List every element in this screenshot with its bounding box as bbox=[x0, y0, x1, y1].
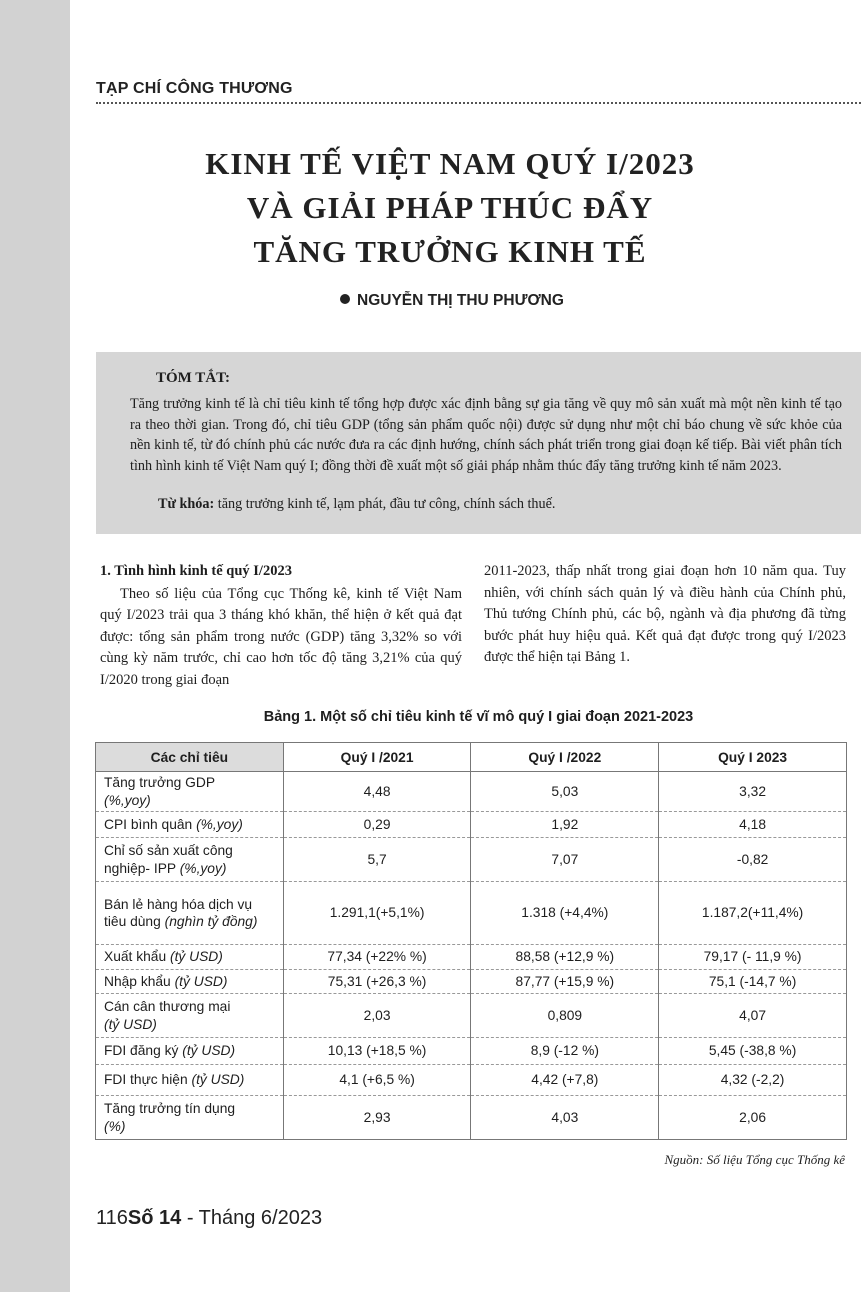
indicator-unit: (tỷ USD) bbox=[169, 949, 223, 965]
table-row bbox=[96, 970, 847, 994]
indicator-unit: (tỷ USD) bbox=[191, 1072, 245, 1088]
body-column-right bbox=[484, 561, 846, 669]
value-cell: 8,9 (-12 %) bbox=[471, 1038, 659, 1065]
indicator-unit: (tỷ USD) bbox=[174, 973, 228, 989]
indicator-label: FDI thực hiện bbox=[104, 1072, 188, 1088]
value-cell: 3,32 bbox=[659, 772, 847, 812]
indicator-cell bbox=[96, 945, 284, 970]
column-header: Quý I 2023 bbox=[659, 743, 847, 772]
value-cell: 1.291,1(+5,1%) bbox=[283, 882, 471, 945]
issue-date: - Tháng 6/2023 bbox=[186, 1207, 323, 1229]
page-edge-band bbox=[0, 0, 70, 1292]
value-cell: 2,93 bbox=[283, 1096, 471, 1140]
value-cell: 4,42 (+7,8) bbox=[471, 1065, 659, 1096]
indicator-cell bbox=[96, 838, 284, 882]
bullet-icon bbox=[340, 294, 350, 304]
value-cell: 4,07 bbox=[659, 994, 847, 1038]
abstract-box bbox=[96, 352, 861, 534]
indicator-label: CPI bình quân bbox=[104, 816, 193, 832]
keywords-label: Từ khóa: bbox=[158, 496, 215, 512]
value-cell: 87,77 (+15,9 %) bbox=[471, 970, 659, 994]
table-row bbox=[96, 1038, 847, 1065]
page-footer bbox=[96, 1207, 322, 1230]
table-row bbox=[96, 1065, 847, 1096]
body-paragraph: 2011-2023, thấp nhất trong giai đoạn hơn 10 năm qua. Tuy nhiên, với chính sách quản lý và điều hành của Chính phủ, Thủ tướng Chính phủ, các bộ, ngành và địa phương đã từng bước phát huy hiệu quả. Kết quả đạt được trong quý I/2023 được thể hiện tại Bảng 1. bbox=[484, 563, 846, 665]
indicator-label: Cán cân thương mại bbox=[104, 999, 231, 1014]
value-cell: 88,58 (+12,9 %) bbox=[471, 945, 659, 970]
indicator-label: Xuất khẩu bbox=[104, 949, 167, 965]
indicator-unit: (nghìn tỷ đồng) bbox=[164, 914, 258, 929]
keywords-line bbox=[158, 496, 555, 513]
indicator-unit: (%,yoy) bbox=[179, 860, 227, 876]
value-cell: 4,48 bbox=[283, 772, 471, 812]
indicator-cell bbox=[96, 1096, 284, 1140]
indicator-label: Bán lẻ hàng hóa dịch vụ tiêu dùng bbox=[104, 896, 253, 929]
column-header: Quý I /2022 bbox=[471, 743, 659, 772]
value-cell: 1.187,2(+11,4%) bbox=[659, 882, 847, 945]
table-row bbox=[96, 772, 847, 812]
header-divider bbox=[96, 102, 861, 104]
value-cell: 5,03 bbox=[471, 772, 659, 812]
table-caption: Bảng 1. Một số chỉ tiêu kinh tế vĩ mô quý I giai đoạn 2021-2023 bbox=[263, 709, 694, 725]
table-source: Nguồn: Số liệu Tổng cục Thống kê bbox=[664, 1152, 845, 1167]
table-row bbox=[96, 1096, 847, 1140]
indicator-label: FDI đăng ký bbox=[104, 1043, 179, 1059]
author-name: NGUYỄN THỊ THU PHƯƠNG bbox=[357, 292, 564, 309]
title-line: KINH TẾ VIỆT NAM QUÝ I/2023 bbox=[205, 146, 695, 181]
indicator-cell bbox=[96, 994, 284, 1038]
author-line bbox=[340, 292, 564, 310]
value-cell: 2,03 bbox=[283, 994, 471, 1038]
value-cell: 75,31 (+26,3 %) bbox=[283, 970, 471, 994]
indicator-cell bbox=[96, 812, 284, 838]
indicator-label: Tăng trưởng tín dụng bbox=[104, 1101, 236, 1116]
table-row bbox=[96, 994, 847, 1038]
value-cell: 2,06 bbox=[659, 1096, 847, 1140]
abstract-text: Tăng trưởng kinh tế là chỉ tiêu kinh tế tổng hợp được xác định bằng sự gia tăng về quy mô sản xuất mà một nền kinh tế tạo ra theo thời gian. Trong đó, chỉ tiêu GDP (tổng sản phẩm quốc nội) được sử dụng như một chỉ báo chung về sức khỏe của nền kinh tế, từ đó chính phủ các nước đưa ra các định hướng, chính sách phát triển trong giai đoạn kế tiếp. Bài viết phân tích tình hình kinh tế Việt Nam quý I; đồng thời đề xuất một số giải pháp nhằm thúc đẩy tăng trưởng kinh tế năm 2023. bbox=[130, 396, 842, 474]
table-row bbox=[96, 945, 847, 970]
indicator-label: Chỉ số sản xuất công nghiệp- IPP bbox=[104, 843, 233, 876]
value-cell: 4,1 (+6,5 %) bbox=[283, 1065, 471, 1096]
value-cell: 77,34 (+22% %) bbox=[283, 945, 471, 970]
abstract-heading: TÓM TẮT: bbox=[156, 370, 231, 386]
value-cell: 7,07 bbox=[471, 838, 659, 882]
value-cell: 1,92 bbox=[471, 812, 659, 838]
title-line: TĂNG TRƯỞNG KINH TẾ bbox=[253, 234, 647, 269]
value-cell: 4,32 (-2,2) bbox=[659, 1065, 847, 1096]
indicator-unit: (tỷ USD) bbox=[182, 1043, 236, 1059]
indicator-cell bbox=[96, 1065, 284, 1096]
value-cell: 79,17 (- 11,9 %) bbox=[659, 945, 847, 970]
column-header: Các chỉ tiêu bbox=[96, 743, 284, 772]
indicator-unit: (%) bbox=[104, 1118, 126, 1134]
value-cell: -0,82 bbox=[659, 838, 847, 882]
indicator-cell bbox=[96, 772, 284, 812]
value-cell: 5,7 bbox=[283, 838, 471, 882]
title-line: VÀ GIẢI PHÁP THÚC ĐẨY bbox=[246, 190, 654, 225]
indicator-cell bbox=[96, 882, 284, 945]
value-cell: 4,18 bbox=[659, 812, 847, 838]
journal-name: TẠP CHÍ CÔNG THƯƠNG bbox=[96, 80, 293, 97]
body-paragraph: Theo số liệu của Tổng cục Thống kê, kinh tế Việt Nam quý I/2023 trải qua 3 tháng khó khăn, thể hiện ở kết quả đạt được: tổng sản phẩm trong nước (GDP) tăng 3,32% so với cùng kỳ năm trước, chỉ cao hơn tốc độ tăng 3,21% của quý I/2020 trong giai đoạn bbox=[100, 585, 462, 688]
table-header-row bbox=[96, 743, 847, 772]
column-header: Quý I /2021 bbox=[283, 743, 471, 772]
data-table bbox=[95, 742, 847, 1140]
indicator-unit: (%,yoy) bbox=[196, 816, 243, 832]
value-cell: 4,03 bbox=[471, 1096, 659, 1140]
value-cell: 0,809 bbox=[471, 994, 659, 1038]
value-cell: 5,45 (-38,8 %) bbox=[659, 1038, 847, 1065]
indicator-unit: (%,yoy) bbox=[104, 792, 151, 808]
table-row bbox=[96, 882, 847, 945]
indicator-cell bbox=[96, 1038, 284, 1065]
body-column-left bbox=[100, 561, 462, 691]
table-row bbox=[96, 812, 847, 838]
page-number: 116 bbox=[96, 1207, 128, 1229]
issue-label: Số 14 bbox=[127, 1207, 182, 1229]
indicator-unit: (tỷ USD) bbox=[104, 1016, 157, 1032]
value-cell: 1.318 (+4,4%) bbox=[471, 882, 659, 945]
indicator-cell bbox=[96, 970, 284, 994]
value-cell: 10,13 (+18,5 %) bbox=[283, 1038, 471, 1065]
keywords-text: tăng trưởng kinh tế, lạm phát, đầu tư công, chính sách thuế. bbox=[217, 496, 556, 512]
indicator-label: Nhập khẩu bbox=[104, 973, 171, 989]
value-cell: 0,29 bbox=[283, 812, 471, 838]
indicator-label: Tăng trưởng GDP bbox=[104, 775, 216, 790]
table-row bbox=[96, 838, 847, 882]
value-cell: 75,1 (-14,7 %) bbox=[659, 970, 847, 994]
section-heading: 1. Tình hình kinh tế quý I/2023 bbox=[100, 563, 292, 579]
article-title bbox=[150, 142, 750, 274]
